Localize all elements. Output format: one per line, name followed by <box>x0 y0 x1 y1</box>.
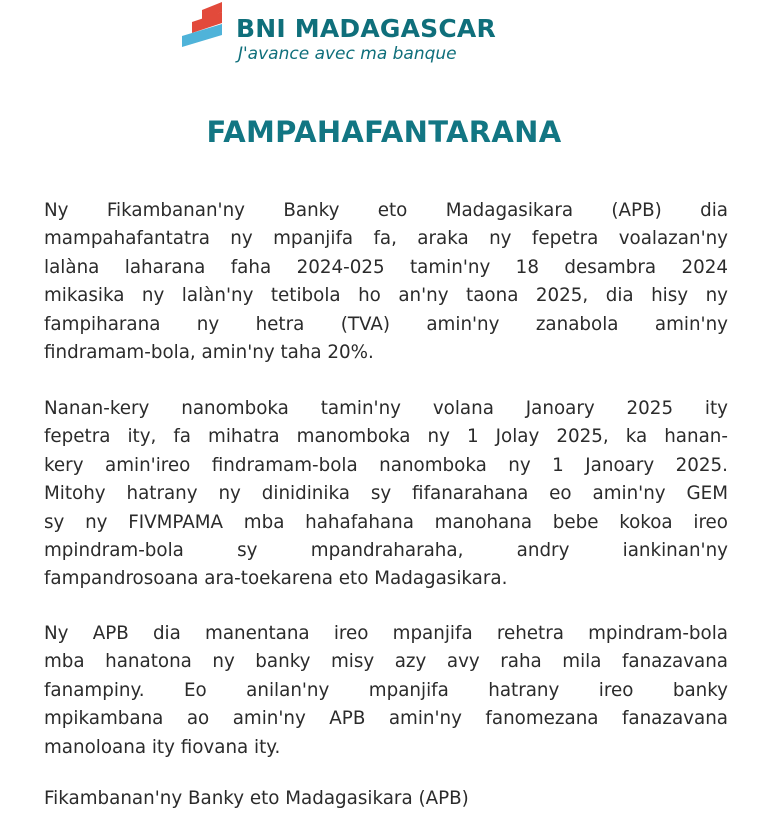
brand-tagline: J'avance avec ma banque <box>238 44 457 64</box>
paragraph-2 <box>44 395 728 594</box>
bni-stripes-logo-icon <box>182 2 226 62</box>
paragraph-line: sy ny FIVMPAMA mba hahafahana manohana bebe kokoa ireo <box>44 511 728 533</box>
paragraph-3 <box>44 620 728 762</box>
paragraph-line: mpikambana ao amin'ny APB amin'ny fanomezana fanazavana <box>44 708 728 730</box>
paragraph-line: kery amin'ireo findramam-bola nanomboka ny 1 Janoary 2025. <box>44 454 728 476</box>
paragraph-line: findramam-bola, amin'ny taha 20%. <box>44 342 374 364</box>
paragraph-1 <box>44 197 728 367</box>
paragraph-line: Nanan-kery nanomboka tamin'ny volana Janoary 2025 ity <box>44 398 728 419</box>
paragraph-line: manoloana ity fiovana ity. <box>44 736 281 758</box>
brand-logo <box>182 2 582 66</box>
paragraph-line: mikasika ny lalàn'ny tetibola ho an'ny taona 2025, dia hisy ny <box>44 285 728 307</box>
paragraph-line: fanampiny. Eo anilan'ny mpanjifa hatrany ireo banky <box>44 679 728 701</box>
paragraph-line: fampandrosoana ara-toekarena eto Madagasikara. <box>44 568 508 590</box>
paragraph-line: mba hanatona ny banky misy azy avy raha mila fanazavana <box>44 651 728 673</box>
paragraph-line: fepetra ity, fa mihatra manomboka ny 1 Jolay 2025, ka hanan- <box>44 426 728 448</box>
document-title: FAMPAHAFANTARANA <box>206 115 562 149</box>
paragraph-line: Mitohy hatrany ny dinidinika sy fifanarahana eo amin'ny GEM <box>44 483 728 505</box>
paragraph-line: Ny Fikambanan'ny Banky eto Madagasikara (APB) dia <box>44 200 728 221</box>
paragraph-line: fampiharana ny hetra (TVA) amin'ny zanabola amin'ny <box>44 313 728 335</box>
paragraph-line: Ny APB dia manentana ireo mpanjifa rehetra mpindram-bola <box>44 623 728 644</box>
signature: Fikambanan'ny Banky eto Madagasikara (APB) <box>44 788 469 809</box>
paragraph-line: mpindram-bola sy mpandraharaha, andry iankinan'ny <box>44 540 728 562</box>
brand-name: BNI MADAGASCAR <box>236 14 496 43</box>
paragraph-line: mampahafantatra ny mpanjifa fa, araka ny fepetra voalazan'ny <box>44 228 728 250</box>
paragraph-line: lalàna laharana faha 2024-025 tamin'ny 18 desambra 2024 <box>44 256 728 278</box>
